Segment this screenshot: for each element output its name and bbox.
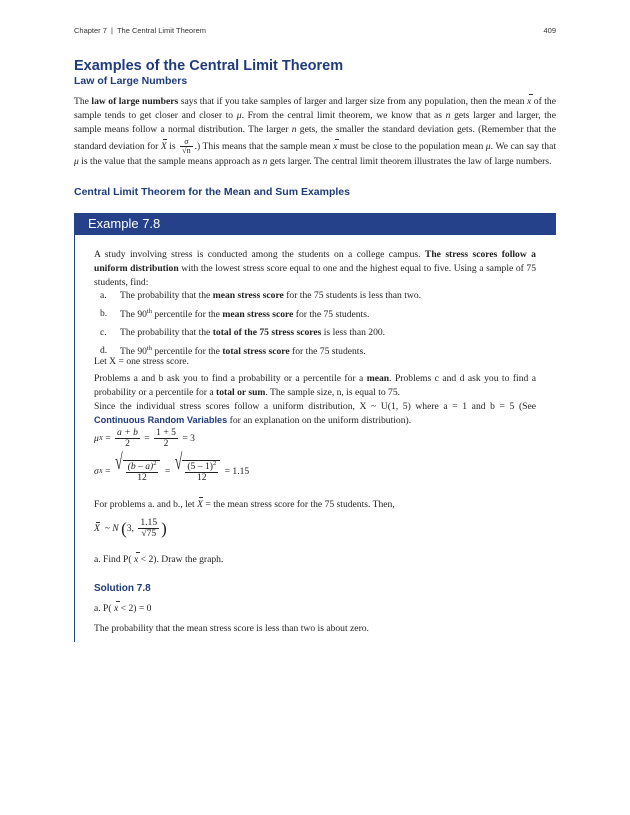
- list-item: b. The 90th percentile for the mean stress score for the 75 students.: [100, 307, 370, 321]
- sigma-over-sqrt-n: $\frac{\sigma}{√n}$: [182, 136, 191, 155]
- page-title: Examples of the Central Limit Theorem: [74, 58, 344, 74]
- running-header-chapter: Chapter 7 | The Central Limit Theorem: [74, 26, 206, 35]
- list-item: d. The 90th percentile for the total stress score for the 75 students.: [100, 344, 366, 358]
- example-intro: A study involving stress is conducted among the students on a college campus. The stress scores follow a uniform distribution with the lowest stress score equal to one and the highest equal to five. Using a sample of 75 students, find:: [94, 249, 536, 288]
- list-item: a. The probability that the mean stress score for the 75 students is less than two.: [100, 290, 422, 301]
- example-side-rule: [74, 235, 75, 642]
- list-item: c. The probability that the total of the 75 stress scores is less than 200.: [100, 327, 386, 338]
- since-paragraph: Since the individual stress scores follow a uniform distribution, X ~ U(1, 5) where a = 1 and b = 5 (See Continuous Random Variables for an explanation on the uniform distribution).: [94, 401, 536, 426]
- running-header: [74, 26, 556, 35]
- solution-title: Solution 7.8: [94, 583, 151, 594]
- continuous-random-variables-link[interactable]: Continuous Random Variables: [94, 414, 228, 425]
- for-problems-line: For problems a. and b., let X = the mean stress score for the 75 students. Then,: [94, 499, 395, 510]
- section-subtitle: Law of Large Numbers: [74, 75, 188, 87]
- sampling-distribution: X ~ N ( 3, $\frac{1.15}{√75}$ ): [94, 517, 167, 540]
- example-header: Example 7.8: [74, 213, 556, 235]
- std-dev-formula: σ X = √ $\frac{(b - a)^2}{12}$ = √ $\frac{(5 - 1)^2}{12}$ = 1.15: [94, 451, 250, 484]
- section-heading: Central Limit Theorem for the Mean and Sum Examples: [74, 186, 350, 198]
- mean-formula: μ X = $\frac{a + b}{2}$ = $\frac{1 + 5}{2}$ = 3: [94, 427, 195, 450]
- let-statement: Let X = one stress score.: [94, 356, 189, 367]
- intro-paragraph: The law of large numbers says that if you take samples of larger and larger size from any population, then the mean x of the sample tends to get closer and closer to μ. From the central limit theorem, we know that as n gets larger and larger, the sample means follow a normal distribution. The larger n gets, the smaller the standard deviation gets. (Remember that the standard deviation for X is $\frac{\sigma}{√n}$ .) This means that the sample mean x must be close to the population mean μ. We can say that μ is the value that the sample means approach as n gets larger. The central limit theorem illustrates the law of large numbers.: [74, 96, 556, 168]
- find-line: a. Find P( x < 2). Draw the graph.: [94, 554, 224, 565]
- problems-paragraph: Problems a and b ask you to find a probability or a percentile for a mean. Problems c and d ask you to find a probability or a percentile for a total or sum. The sample size, n, is equal to 75.: [94, 373, 536, 398]
- solution-line-2: The probability that the mean stress score is less than two is about zero.: [94, 623, 369, 634]
- page-number: 409: [543, 26, 556, 35]
- solution-line-1: a. P( x < 2) = 0: [94, 603, 152, 614]
- example-parts-list: [94, 289, 536, 363]
